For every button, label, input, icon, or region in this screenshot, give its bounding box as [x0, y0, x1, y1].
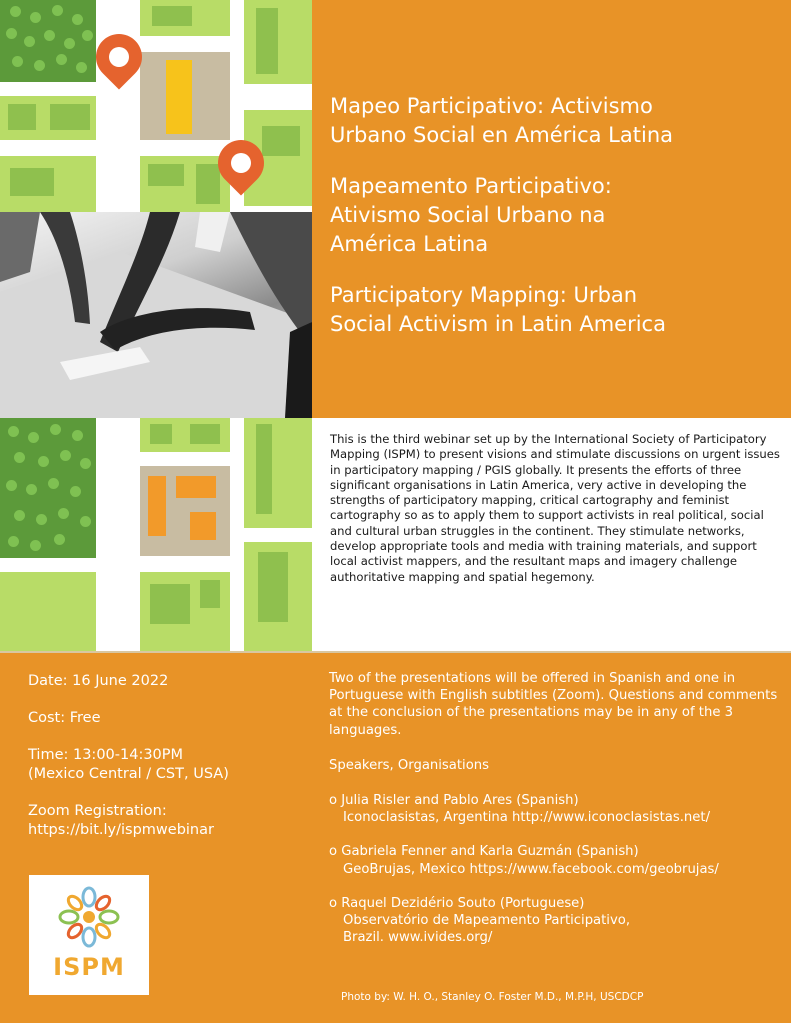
- zoom-registration-label: Zoom Registration:: [28, 803, 167, 819]
- speaker-org[interactable]: GeoBrujas, Mexico https://www.facebook.com/geobrujas/: [343, 861, 719, 877]
- zoom-registration-link[interactable]: https://bit.ly/ispmwebinar: [28, 822, 214, 838]
- section-divider: [0, 651, 791, 653]
- speaker-org-url[interactable]: Brazil. www.ivides.org/: [343, 930, 493, 946]
- hands-mapping-photo: [0, 212, 312, 418]
- map-illustration-top: [0, 0, 312, 212]
- logo-text: ISPM: [53, 953, 125, 981]
- ispm-flower-icon: [29, 875, 149, 955]
- speaker-name: o Julia Risler and Pablo Ares (Spanish): [329, 793, 579, 809]
- map-illustration-bottom: [0, 418, 312, 651]
- photo-credit: Photo by: W. H. O., Stanley O. Foster M.D., M.P.H, USCDCP: [341, 991, 644, 1003]
- speaker-org: Observatório de Mapeamento Participativo,: [343, 913, 631, 929]
- title-spanish: Mapeo Participativo: Activismo Urbano Social en América Latina: [330, 94, 673, 147]
- speakers-heading: Speakers, Organisations: [329, 757, 490, 773]
- speakers-section: [329, 670, 784, 963]
- speaker-item: [329, 792, 784, 826]
- speaker-org[interactable]: Iconoclasistas, Argentina http://www.iconoclasistas.net/: [343, 810, 711, 826]
- speaker-name: o Raquel Dezidério Souto (Portuguese): [329, 895, 585, 911]
- event-cost: Cost: Free: [28, 710, 101, 726]
- event-date: Date: 16 June 2022: [28, 673, 169, 689]
- speaker-item: [329, 843, 784, 877]
- speaker-name: o Gabriela Fenner and Karla Guzmán (Spanish): [329, 844, 639, 860]
- event-details: [28, 672, 298, 858]
- zoom-registration: [28, 802, 298, 840]
- webinar-description: This is the third webinar set up by the International Society of Participatory Mapping (ISPM) to present visions and stimulate discussions on urgent issues in participatory mapping / PGIS globally. It presents the efforts of three significant organisations in Latin America, very active in developing the strengths of participatory mapping, critical cartography and feminist cartography so as to apply them to support activists in real political, social and cultural urban struggles in the continent. They stimulate networks, develop appropriate tools and media with training materials, and support local activist mappers, and the resultant maps and imagery challenge authoritative mapping and spatial hegemony.: [330, 432, 780, 584]
- event-time: Time: 13:00-14:30PM (Mexico Central / CST, USA): [28, 747, 229, 782]
- title-english: Participatory Mapping: Urban Social Activism in Latin America: [330, 283, 666, 336]
- title-portuguese: Mapeamento Participativo: Ativismo Social Urbano na América Latina: [330, 174, 612, 256]
- ispm-logo: [29, 875, 149, 995]
- webinar-titles: [330, 92, 770, 361]
- languages-note: Two of the presentations will be offered in Spanish and one in Portuguese with English subtitles (Zoom). Questions and comments at the conclusion of the presentations may be in any of the 3 languages.: [329, 671, 778, 738]
- speaker-item: [329, 895, 784, 947]
